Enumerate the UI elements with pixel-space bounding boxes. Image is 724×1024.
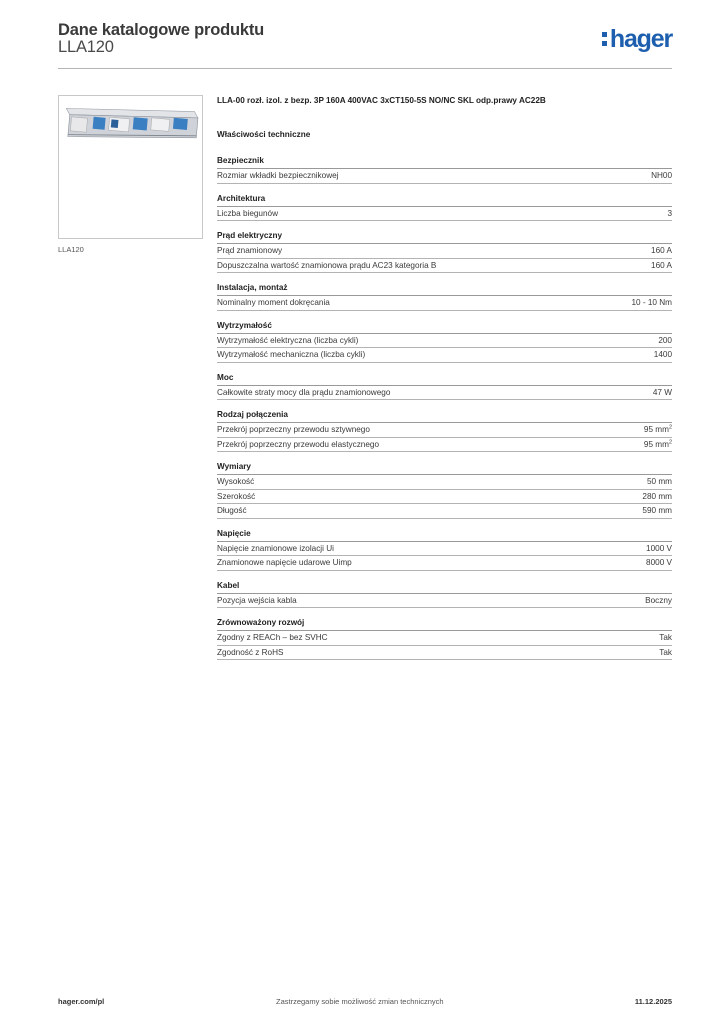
spec-row <box>217 556 672 571</box>
spec-row <box>217 504 672 519</box>
spec-group <box>217 373 672 401</box>
spec-row <box>217 423 672 438</box>
spec-label: Nominalny moment dokręcania <box>217 298 330 307</box>
spec-value-text: 95 mm <box>643 439 669 449</box>
spec-value <box>659 631 672 645</box>
product-description: LLA-00 rozł. izol. z bezp. 3P 160A 400VAC 3xCT150-5S NO/NC SKL odp.prawy AC22B <box>217 96 546 105</box>
spec-row <box>217 386 672 401</box>
logo-mark-icon <box>602 32 607 46</box>
spec-group-title: Rodzaj połączenia <box>217 410 672 423</box>
spec-value <box>651 259 672 273</box>
spec-row <box>217 438 672 453</box>
spec-value <box>646 556 672 570</box>
spec-content <box>217 96 672 670</box>
spec-group-title: Wytrzymałość <box>217 321 672 334</box>
spec-value <box>667 207 672 221</box>
spec-row <box>217 334 672 349</box>
spec-value-text: Tak <box>659 633 672 642</box>
spec-group-title: Prąd elektryczny <box>217 231 672 244</box>
spec-groups <box>217 156 672 660</box>
image-caption: LLA120 <box>58 245 84 254</box>
spec-label: Przekrój poprzeczny przewodu sztywnego <box>217 425 370 434</box>
spec-row <box>217 594 672 609</box>
logo-text: hager <box>609 24 672 53</box>
spec-value <box>658 334 672 348</box>
spec-value-text: NH00 <box>651 171 672 180</box>
footer-website: hager.com/pl <box>58 997 105 1006</box>
spec-label: Zgodność z RoHS <box>217 647 284 657</box>
spec-value-text: 200 <box>658 335 672 345</box>
spec-group <box>217 321 672 363</box>
spec-value <box>632 296 673 310</box>
spec-value-text: Tak <box>659 647 672 657</box>
spec-row <box>217 631 672 646</box>
spec-row <box>217 490 672 505</box>
spec-group <box>217 581 672 609</box>
spec-label: Napięcie znamionowe izolacji Ui <box>217 543 334 553</box>
spec-group <box>217 410 672 452</box>
spec-group-title: Moc <box>217 373 672 386</box>
spec-value-text: 160 A <box>651 246 672 255</box>
spec-value-text: 10 - 10 Nm <box>631 298 672 307</box>
spec-group-title: Instalacja, montaż <box>217 283 672 296</box>
spec-value <box>647 475 672 489</box>
spec-label: Wytrzymałość mechaniczna (liczba cykli) <box>217 350 366 359</box>
spec-group <box>217 156 672 184</box>
spec-label: Znamionowe napięcie udarowe Uimp <box>217 558 352 567</box>
spec-value-text: 280 mm <box>642 491 672 501</box>
spec-value-text: Boczny <box>645 595 672 605</box>
spec-row <box>217 169 672 184</box>
spec-value <box>653 386 672 400</box>
spec-group-title: Architektura <box>217 194 672 207</box>
spec-value <box>642 490 672 504</box>
spec-group <box>217 231 672 273</box>
spec-value-text: 3 <box>667 208 672 218</box>
spec-label: Długość <box>217 506 247 515</box>
product-image <box>58 95 203 239</box>
spec-label: Rozmiar wkładki bezpiecznikowej <box>217 171 339 180</box>
spec-value-text: 8000 V <box>646 558 672 567</box>
spec-group-title: Bezpiecznik <box>217 156 672 169</box>
spec-value-text: 50 mm <box>646 477 672 486</box>
spec-row <box>217 646 672 661</box>
spec-group-title: Napięcie <box>217 529 672 542</box>
spec-label: Zgodny z REACh – bez SVHC <box>217 633 328 642</box>
spec-value-text: 590 mm <box>642 506 672 515</box>
spec-label: Dopuszczalna wartość znamionowa prądu AC23 kategoria B <box>217 260 437 270</box>
spec-value <box>651 244 672 258</box>
spec-group <box>217 529 672 571</box>
spec-row <box>217 542 672 557</box>
spec-group-title: Zrównoważony rozwój <box>217 618 672 631</box>
spec-value <box>654 348 672 362</box>
document-subtitle: LLA120 <box>58 38 114 56</box>
spec-value <box>651 169 672 183</box>
properties-title: Właściwości techniczne <box>217 130 311 139</box>
spec-group-title: Wymiary <box>217 462 672 475</box>
fuse-switch-disconnector-icon <box>59 96 202 238</box>
spec-value <box>642 504 672 518</box>
spec-value-text: 1400 <box>653 350 672 359</box>
spec-row <box>217 475 672 490</box>
footer-date: 11.12.2025 <box>634 997 672 1006</box>
spec-value <box>646 542 672 556</box>
spec-value-superscript: 2 <box>668 424 672 431</box>
spec-row <box>217 207 672 222</box>
spec-group <box>217 194 672 222</box>
spec-group <box>217 283 672 311</box>
spec-group-title: Kabel <box>217 581 672 594</box>
spec-value-text: 160 A <box>651 260 672 270</box>
spec-value-superscript: 2 <box>668 438 672 445</box>
hager-logo <box>602 24 672 53</box>
footer-disclaimer: Zastrzegamy sobie możliwość zmian technicznych <box>276 997 444 1006</box>
spec-label: Szerokość <box>217 491 256 501</box>
spec-row <box>217 259 672 274</box>
spec-value-text: 47 W <box>652 387 672 397</box>
spec-label: Prąd znamionowy <box>217 246 283 255</box>
spec-row <box>217 296 672 311</box>
spec-value-text: 95 mm <box>643 425 669 434</box>
spec-row <box>217 348 672 363</box>
document-title: Dane katalogowe produktu <box>58 21 265 39</box>
spec-label: Wytrzymałość elektryczna (liczba cykli) <box>217 335 359 345</box>
spec-label: Liczba biegunów <box>217 208 278 218</box>
spec-group <box>217 618 672 660</box>
spec-value <box>644 438 672 452</box>
spec-label: Przekrój poprzeczny przewodu elastycznego <box>217 439 380 449</box>
spec-value <box>644 423 672 437</box>
spec-value <box>659 646 672 660</box>
spec-group <box>217 462 672 519</box>
spec-value-text: 1000 V <box>646 543 672 553</box>
spec-row <box>217 244 672 259</box>
spec-label: Całkowite straty mocy dla prądu znamionowego <box>217 387 391 397</box>
spec-value <box>645 594 672 608</box>
page-header <box>58 21 672 69</box>
spec-label: Pozycja wejścia kabla <box>217 595 297 605</box>
spec-label: Wysokość <box>217 477 255 486</box>
